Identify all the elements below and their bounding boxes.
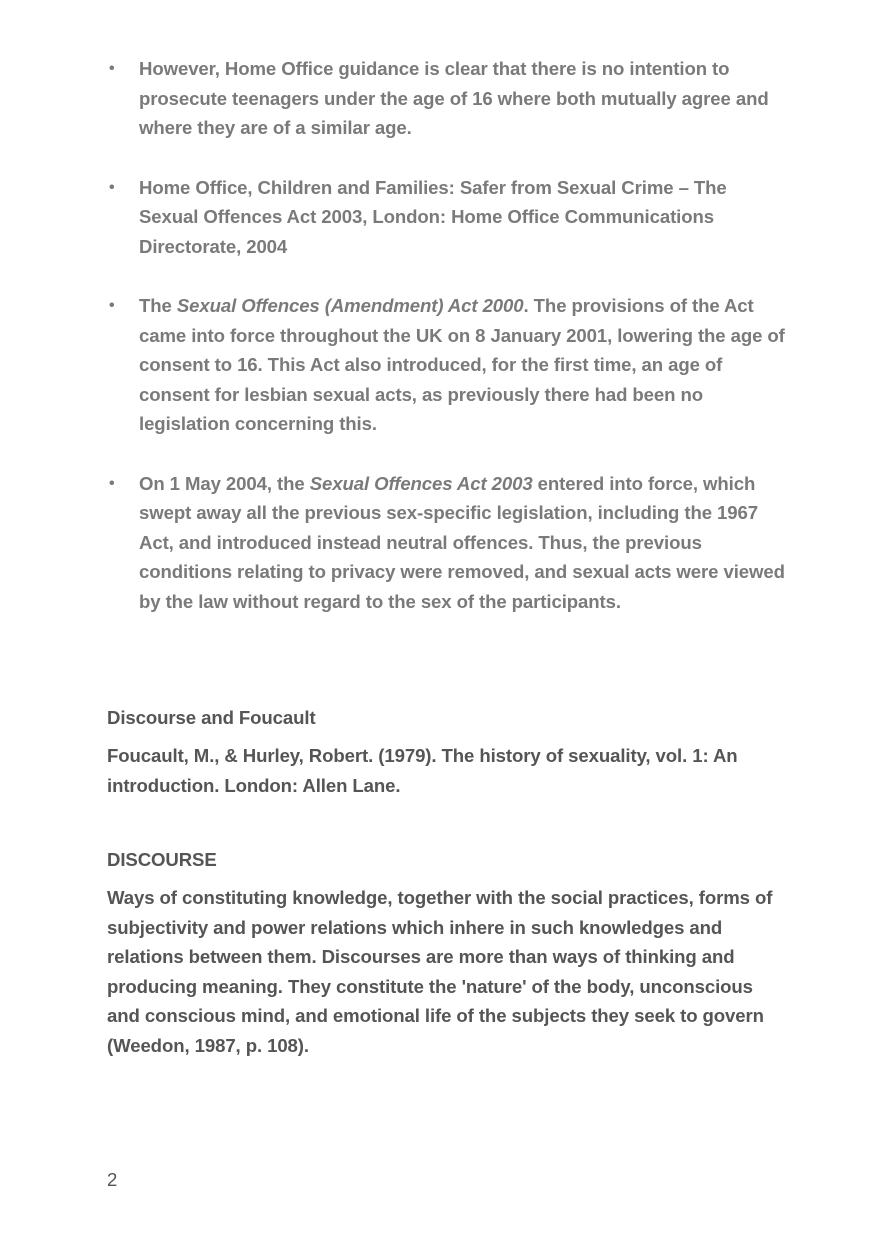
section-heading-discourse-foucault: Discourse and Foucault [107,707,316,728]
bullet-text-rest: . The provisions of the Act came into force throughout the UK on 8 January 2001, lowering the age of consent to 16. This Act also introduced, for the first time, an age of consent for lesbian sexual acts, as previously there had been no legislation concerning this. [139,295,785,434]
bullet-item-amendment-act-2000 [107,291,787,439]
bullet-list [107,54,787,646]
bullet-icon: • [109,60,115,77]
bullet-text-rest: entered into force, which swept away all the previous sex-specific legislation, including the 1967 Act, and introduced instead neutral offences. Thus, the previous conditions relating to privacy were removed, and sexual acts were viewed by the law without regard to the sex of the participants. [139,472,785,612]
bullet-item-sexual-offences-act-2003 [107,469,787,617]
page-number: 2 [107,1169,118,1190]
bullet-icon: • [109,474,115,492]
bullet-text: Home Office, Children and Families: Safer from Sexual Crime – The Sexual Offences Act 2003, London: Home Office Communications Directorate, 2004 [139,176,727,257]
bullet-text: However, Home Office guidance is clear that there is no intention to prosecute teenagers under the age of 16 where both mutually agree and where they are of a similar age. [139,58,769,138]
section-heading-discourse: DISCOURSE [107,849,217,870]
bullet-item-home-office-reference [107,173,787,262]
bullet-item-home-office-guidance [107,54,787,143]
bullet-icon: • [109,178,115,196]
foucault-reference: Foucault, M., & Hurley, Robert. (1979). The history of sexuality, vol. 1: An introduction. London: Allen Lane. [107,745,738,796]
bullet-text-lead: The [139,295,177,316]
bullet-icon: • [109,297,115,314]
act-title-italic: Sexual Offences (Amendment) Act 2000 [176,295,524,316]
discourse-definition: Ways of constituting knowledge, together with the social practices, forms of subjectivity and power relations which inhere in such knowledges and relations between them. Discourses are more than ways of thinking and producing meaning. They constitute the 'nature' of the body, unconscious and conscious mind, and emotional life of the subjects they seek to govern (Weedon, 1987, p. 108). [107,887,773,1056]
act-title-italic: Sexual Offences Act 2003 [309,472,533,494]
bullet-text-lead: On 1 May 2004, the [139,472,310,494]
